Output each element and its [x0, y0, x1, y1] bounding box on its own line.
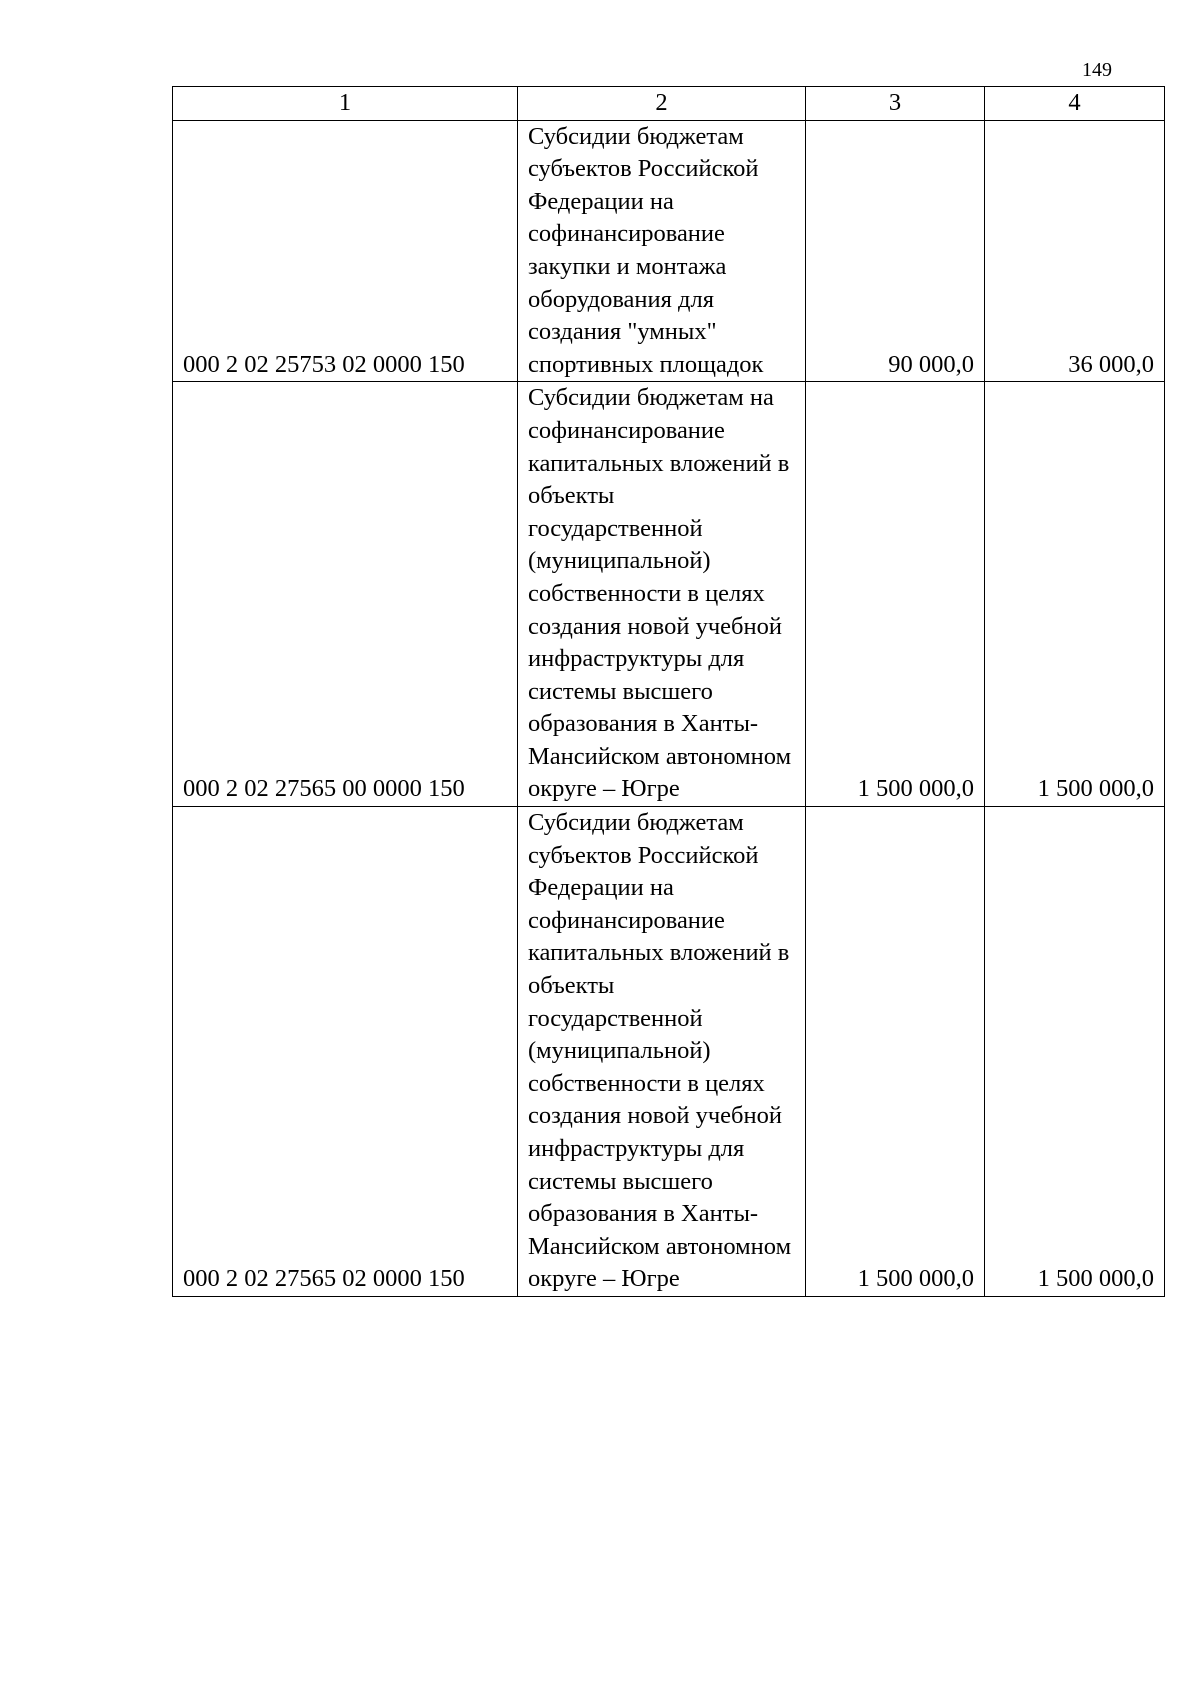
value-4-cell: 1 500 000,0	[985, 807, 1165, 1297]
column-header-1: 1	[173, 87, 518, 121]
budget-code-cell: 000 2 02 25753 02 0000 150	[173, 120, 518, 382]
page-number: 149	[1082, 59, 1112, 81]
column-header-3: 3	[806, 87, 985, 121]
description-cell: Субсидии бюджетам субъектов Российской Федерации на софинансирование капитальных вложений в объекты государственной (муниципальной) собственности в целях создания новой учебной инфраструктуры для системы высшего образования в Ханты-Мансийском автономном округе – Югре	[518, 807, 806, 1297]
column-header-2: 2	[518, 87, 806, 121]
table-row	[173, 120, 1165, 382]
value-3-cell: 90 000,0	[806, 120, 985, 382]
budget-code-cell: 000 2 02 27565 00 0000 150	[173, 382, 518, 807]
description-cell: Субсидии бюджетам на софинансирование капитальных вложений в объекты государственной (муниципальной) собственности в целях создания новой учебной инфраструктуры для системы высшего образования в Ханты-Мансийском автономном округе – Югре	[518, 382, 806, 807]
table-row	[173, 382, 1165, 807]
value-3-cell: 1 500 000,0	[806, 382, 985, 807]
column-header-4: 4	[985, 87, 1165, 121]
description-cell: Субсидии бюджетам субъектов Российской Федерации на софинансирование закупки и монтажа оборудования для создания "умных" спортивных площадок	[518, 120, 806, 382]
value-4-cell: 1 500 000,0	[985, 382, 1165, 807]
value-4-cell: 36 000,0	[985, 120, 1165, 382]
value-3-cell: 1 500 000,0	[806, 807, 985, 1297]
table-row	[173, 807, 1165, 1297]
header-row	[173, 87, 1165, 121]
budget-table	[172, 86, 1165, 1297]
budget-code-cell: 000 2 02 27565 02 0000 150	[173, 807, 518, 1297]
